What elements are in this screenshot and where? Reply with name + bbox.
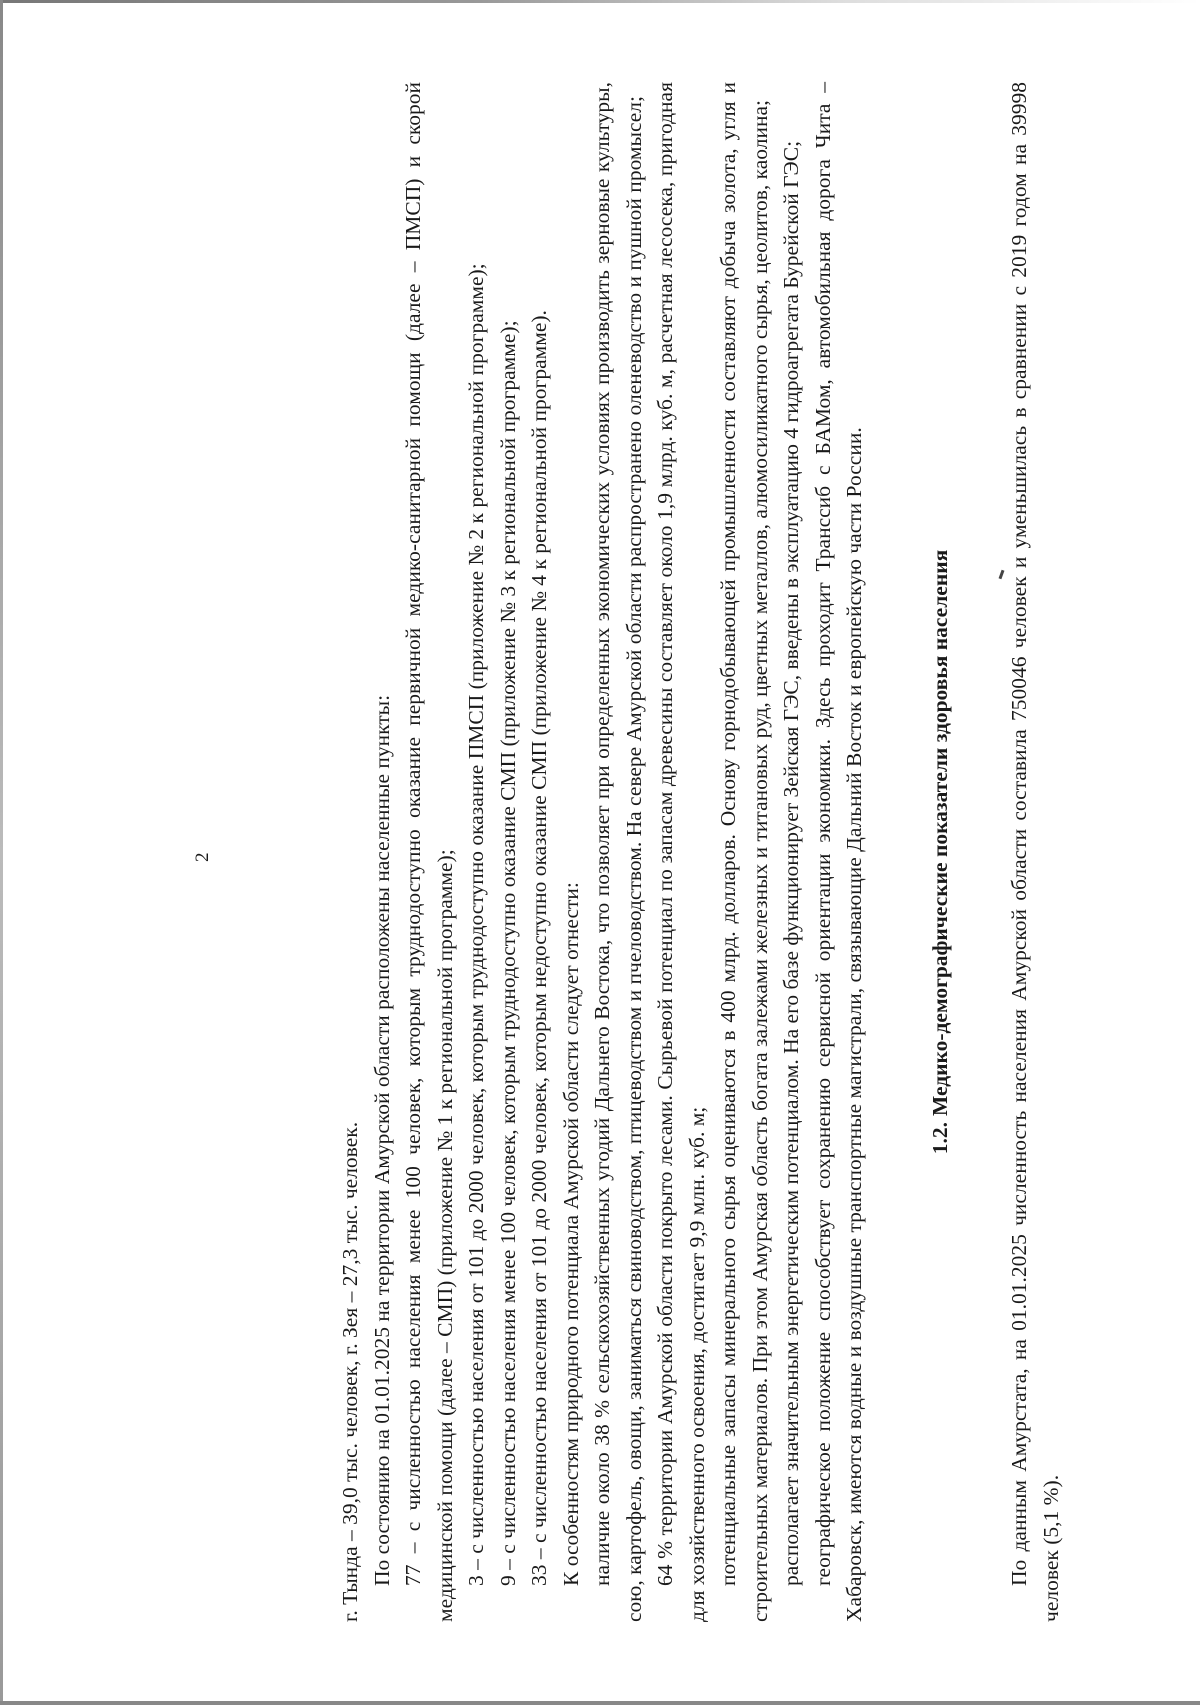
paragraphs-after-section	[1004, 82, 1067, 1622]
paragraph: 64 % территории Амурской области покрыто лесами. Сырьевой потенциал по запасам древесины составляет около 1,9 млрд. куб. м, расчетная лесосека, пригодная для хозяйственного освоения, достигает 9,9 млн. куб. м;	[653, 82, 709, 1622]
paragraph: 3 – с численностью населения от 101 до 2000 человек, которым труднодоступно оказание ПМСП (приложение № 2 к региональной программе);	[464, 263, 488, 1586]
section-heading	[925, 82, 957, 1622]
document-body	[335, 82, 1067, 1622]
paragraphs-before-section	[335, 82, 871, 1622]
scan-edge-bottom	[0, 1701, 1200, 1705]
paragraph: 77 – с численностью населения менее 100 человек, которым труднодоступно оказание первичной медико-санитарной помощи (далее – ПМСП) и скорой медицинской помощи (далее – СМП) (приложение № 1 к региональной программе);	[401, 82, 457, 1622]
section-number: 1.2.	[927, 1122, 952, 1155]
paragraph: географическое положение способствует сохранению сервисной ориентации экономики. Здесь проходит Транссиб с БАМом, автомобильная дорога Чита – Хабаровск, имеются водные и воздушные транспортные магистрали, связывающие Дальний Восток и европейскую части России.	[810, 82, 866, 1622]
paragraph: 33 – с численностью населения от 101 до 2000 человек, которым недоступно оказание СМП (приложение № 4 к региональной программе).	[527, 310, 551, 1586]
paragraph: К особенностям природного потенциала Амурской области следует отнести:	[558, 882, 583, 1586]
paragraph: 9 – с численностью населения менее 100 человек, которым труднодоступно оказание СМП (приложение № 3 к региональной программе);	[495, 320, 520, 1586]
paragraph: По данным Амурстата, на 01.01.2025 численность населения Амурской области составила 750046 человек и уменьшилась в сравнении с 2019 годом на 39998 человек (5,1 %).	[1007, 82, 1063, 1622]
page-number: 2	[192, 852, 213, 862]
section-title: Медико-демографические показатели здоровья населения	[927, 549, 952, 1116]
paragraph: располагает значительным энергетическим потенциалом. На его базе функционирует Зейская ГЭС, введены в эксплуатацию 4 гидроагрегата Бурейской ГЭС;	[779, 140, 803, 1586]
paragraph: г. Тында – 39,0 тыс. человек, г. Зея – 27,3 тыс. человек.	[338, 1121, 362, 1622]
paragraph: По состоянию на 01.01.2025 на территории Амурской области расположены населенные пункты:	[369, 694, 394, 1586]
scan-edge-top	[0, 0, 1200, 3]
paragraph: потенциальные запасы минерального сырья оцениваются в 400 млрд. долларов. Основу горнодобывающей промышленности составляют добыча золота, угля и строительных материалов. При этом Амурская область богата залежами железных и титановых руд, цветных металлов, алюмосиликатного сырья, цеолитов, каолина;	[716, 82, 772, 1622]
paragraph: наличие около 38 % сельскохозяйственных угодий Дальнего Востока, что позволяет при определенных экономических условиях производить зерновые культуры, сою, картофель, овощи, заниматься свиноводством, птицеводством и пчеловодством. На севере Амурской области распространено оленеводство и пушной промысел;	[590, 82, 646, 1622]
document-page	[170, 82, 1063, 1622]
scan-edge-left	[0, 0, 3, 1705]
